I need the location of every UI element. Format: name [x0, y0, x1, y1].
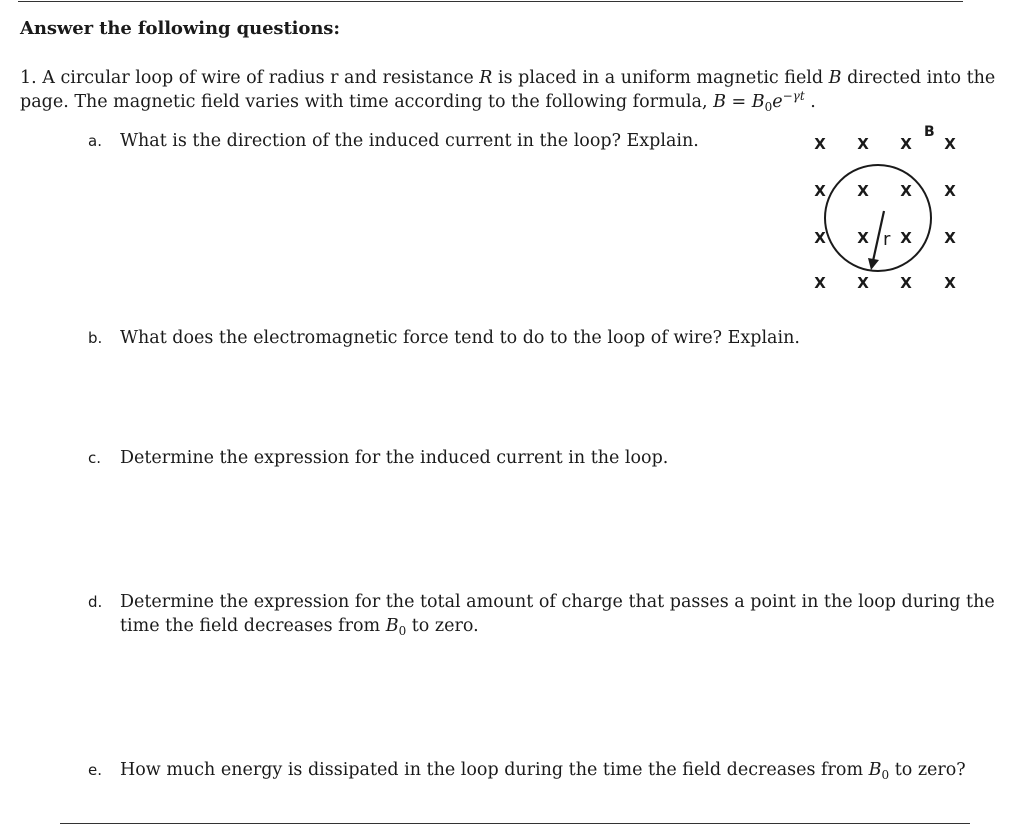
field-x-mark: X	[857, 274, 869, 292]
question-text-part: to zero?	[889, 760, 966, 780]
problem-statement	[20, 66, 1020, 115]
magnetic-field-figure	[800, 118, 980, 298]
radius-label: r	[883, 229, 891, 250]
formula-exponent: −γt	[782, 89, 805, 103]
formula-eq: =	[725, 92, 752, 112]
question-letter: b.	[88, 329, 103, 347]
question-text-part: to zero.	[406, 616, 479, 636]
bottom-rule	[60, 823, 970, 824]
question-text: What is the direction of the induced current in the loop? Explain.	[120, 131, 699, 151]
problem-number: 1.	[20, 68, 37, 88]
field-x-mark: X	[900, 182, 912, 200]
field-label: B	[924, 124, 935, 140]
question-letter: e.	[88, 761, 102, 779]
field-x-mark: X	[900, 229, 912, 247]
formula-B0-sub: 0	[764, 100, 773, 114]
statement-text: directed into the page. The magnetic field varies with time according to the following formula,	[20, 68, 996, 112]
question-d	[88, 590, 1018, 639]
field-x-mark: X	[857, 182, 869, 200]
var-B0: B	[385, 616, 399, 636]
formula-end: .	[804, 92, 816, 112]
question-letter: d.	[88, 593, 103, 611]
formula-e: e	[772, 92, 783, 112]
heading: Answer the following questions:	[20, 18, 340, 39]
question-text	[120, 758, 1018, 783]
field-x-mark: X	[900, 135, 912, 153]
top-rule	[18, 1, 963, 2]
question-text-part: Determine the expression for the total amount of charge that passes a point in the loop during the time the field decreases from	[120, 592, 995, 636]
field-x-mark: X	[944, 274, 956, 292]
question-e	[88, 758, 1018, 783]
var-R: R	[479, 68, 493, 88]
statement-text: A circular loop of wire of radius r and resistance	[42, 68, 480, 88]
formula-B0: B	[751, 92, 765, 112]
field-x-mark: X	[944, 135, 956, 153]
wire-loop	[825, 165, 931, 271]
field-x-mark: X	[944, 182, 956, 200]
var-B0-sub: 0	[398, 624, 407, 638]
field-x-mark: X	[857, 229, 869, 247]
question-text	[120, 590, 1018, 639]
formula-lhs: B	[713, 92, 726, 112]
question-letter: c.	[88, 449, 102, 467]
field-x-mark: X	[814, 135, 826, 153]
field-x-mark: X	[900, 274, 912, 292]
radius-arrowhead	[868, 258, 879, 270]
var-B: B	[828, 68, 842, 88]
statement-text: is placed in a uniform magnetic field	[492, 68, 829, 88]
question-b	[88, 326, 1018, 350]
question-c	[88, 446, 1018, 470]
var-B0-sub: 0	[881, 768, 890, 782]
field-x-mark: X	[814, 229, 826, 247]
figure-svg	[800, 118, 980, 298]
question-text-part: How much energy is dissipated in the loop during the time the field decreases from	[120, 760, 869, 780]
field-x-mark: X	[814, 274, 826, 292]
question-text: What does the electromagnetic force tend to do to the loop of wire? Explain.	[120, 328, 800, 348]
question-text: Determine the expression for the induced current in the loop.	[120, 448, 669, 468]
var-B0: B	[868, 760, 882, 780]
question-letter: a.	[88, 132, 102, 150]
field-x-mark: X	[944, 229, 956, 247]
field-x-mark: X	[814, 182, 826, 200]
field-x-mark: X	[857, 135, 869, 153]
